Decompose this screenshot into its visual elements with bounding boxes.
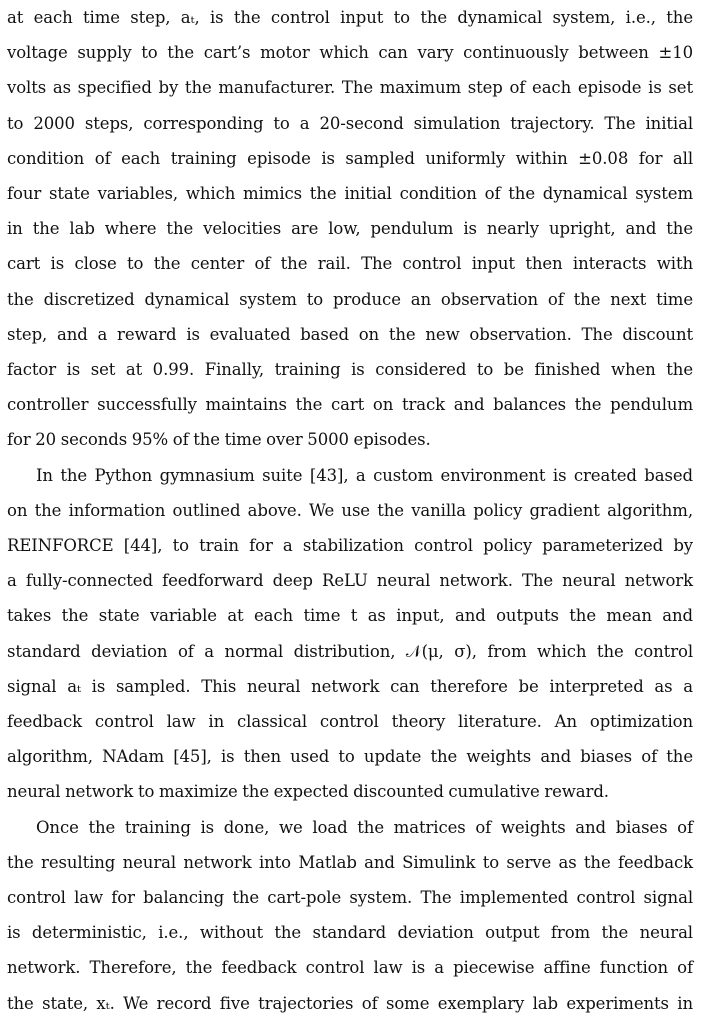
text-line: four state variables, which mimics the initial condition of the dynamical system xyxy=(7,184,693,204)
text-line: a fully-connected feedforward deep ReLU neural network. The neural network xyxy=(7,571,693,591)
text-line: on the information outlined above. We use the vanilla policy gradient algorithm, xyxy=(7,500,693,520)
text-line: the discretized dynamical system to produce an observation of the next time xyxy=(7,289,693,309)
text-line: Once the training is done, we load the matrices of weights and biases of xyxy=(36,817,693,837)
text-line: algorithm, NAdam [45], is then used to update the weights and biases of the xyxy=(7,747,693,767)
text-line: condition of each training episode is sampled uniformly within ±0.08 for all xyxy=(7,148,693,168)
paragraph-matlab-deployment xyxy=(7,810,693,1021)
text-line: is deterministic, i.e., without the standard deviation output from the neural xyxy=(7,923,693,943)
text-line: standard deviation of a normal distribution, 𝒩(μ, σ), from which the control xyxy=(7,641,693,661)
text-line: in the lab where the velocities are low, pendulum is nearly upright, and the xyxy=(7,219,693,239)
text-line: takes the state variable at each time t as input, and outputs the mean and xyxy=(7,606,693,626)
paragraph-training-setup xyxy=(7,0,693,458)
text-line: network. Therefore, the feedback control law is a piecewise affine function of xyxy=(7,958,693,978)
text-line: REINFORCE [44], to train for a stabilization control policy parameterized by xyxy=(7,536,693,556)
text-line: control law for balancing the cart-pole system. The implemented control signal xyxy=(7,888,693,908)
text-line: In the Python gymnasium suite [43], a custom environment is created based xyxy=(36,465,693,485)
paragraph-gymnasium-reinforce xyxy=(7,458,693,810)
text-line: volts as specified by the manufacturer. The maximum step of each episode is set xyxy=(7,78,693,98)
text-line: voltage supply to the cart’s motor which can vary continuously between ±10 xyxy=(7,43,693,63)
text-line: factor is set at 0.99. Finally, training is considered to be finished when the xyxy=(7,360,693,380)
text-line: signal aₜ is sampled. This neural network can therefore be interpreted as a xyxy=(7,676,693,696)
text-line: the resulting neural network into Matlab and Simulink to serve as the feedback xyxy=(7,852,693,872)
text-line: the state, xₜ. We record five trajectories of some exemplary lab experiments in xyxy=(7,993,693,1013)
text-line: for 20 seconds 95% of the time over 5000 episodes. xyxy=(7,430,431,450)
text-line: feedback control law in classical control theory literature. An optimization xyxy=(7,712,693,732)
text-line: at each time step, aₜ, is the control input to the dynamical system, i.e., the xyxy=(7,8,693,27)
text-line: cart is close to the center of the rail. The control input then interacts with xyxy=(7,254,693,274)
text-line: step, and a reward is evaluated based on the new observation. The discount xyxy=(7,324,693,344)
text-line: controller successfully maintains the cart on track and balances the pendulum xyxy=(7,395,693,415)
text-line: neural network to maximize the expected discounted cumulative reward. xyxy=(7,782,609,802)
text-line: to 2000 steps, corresponding to a 20-second simulation trajectory. The initial xyxy=(7,113,693,133)
